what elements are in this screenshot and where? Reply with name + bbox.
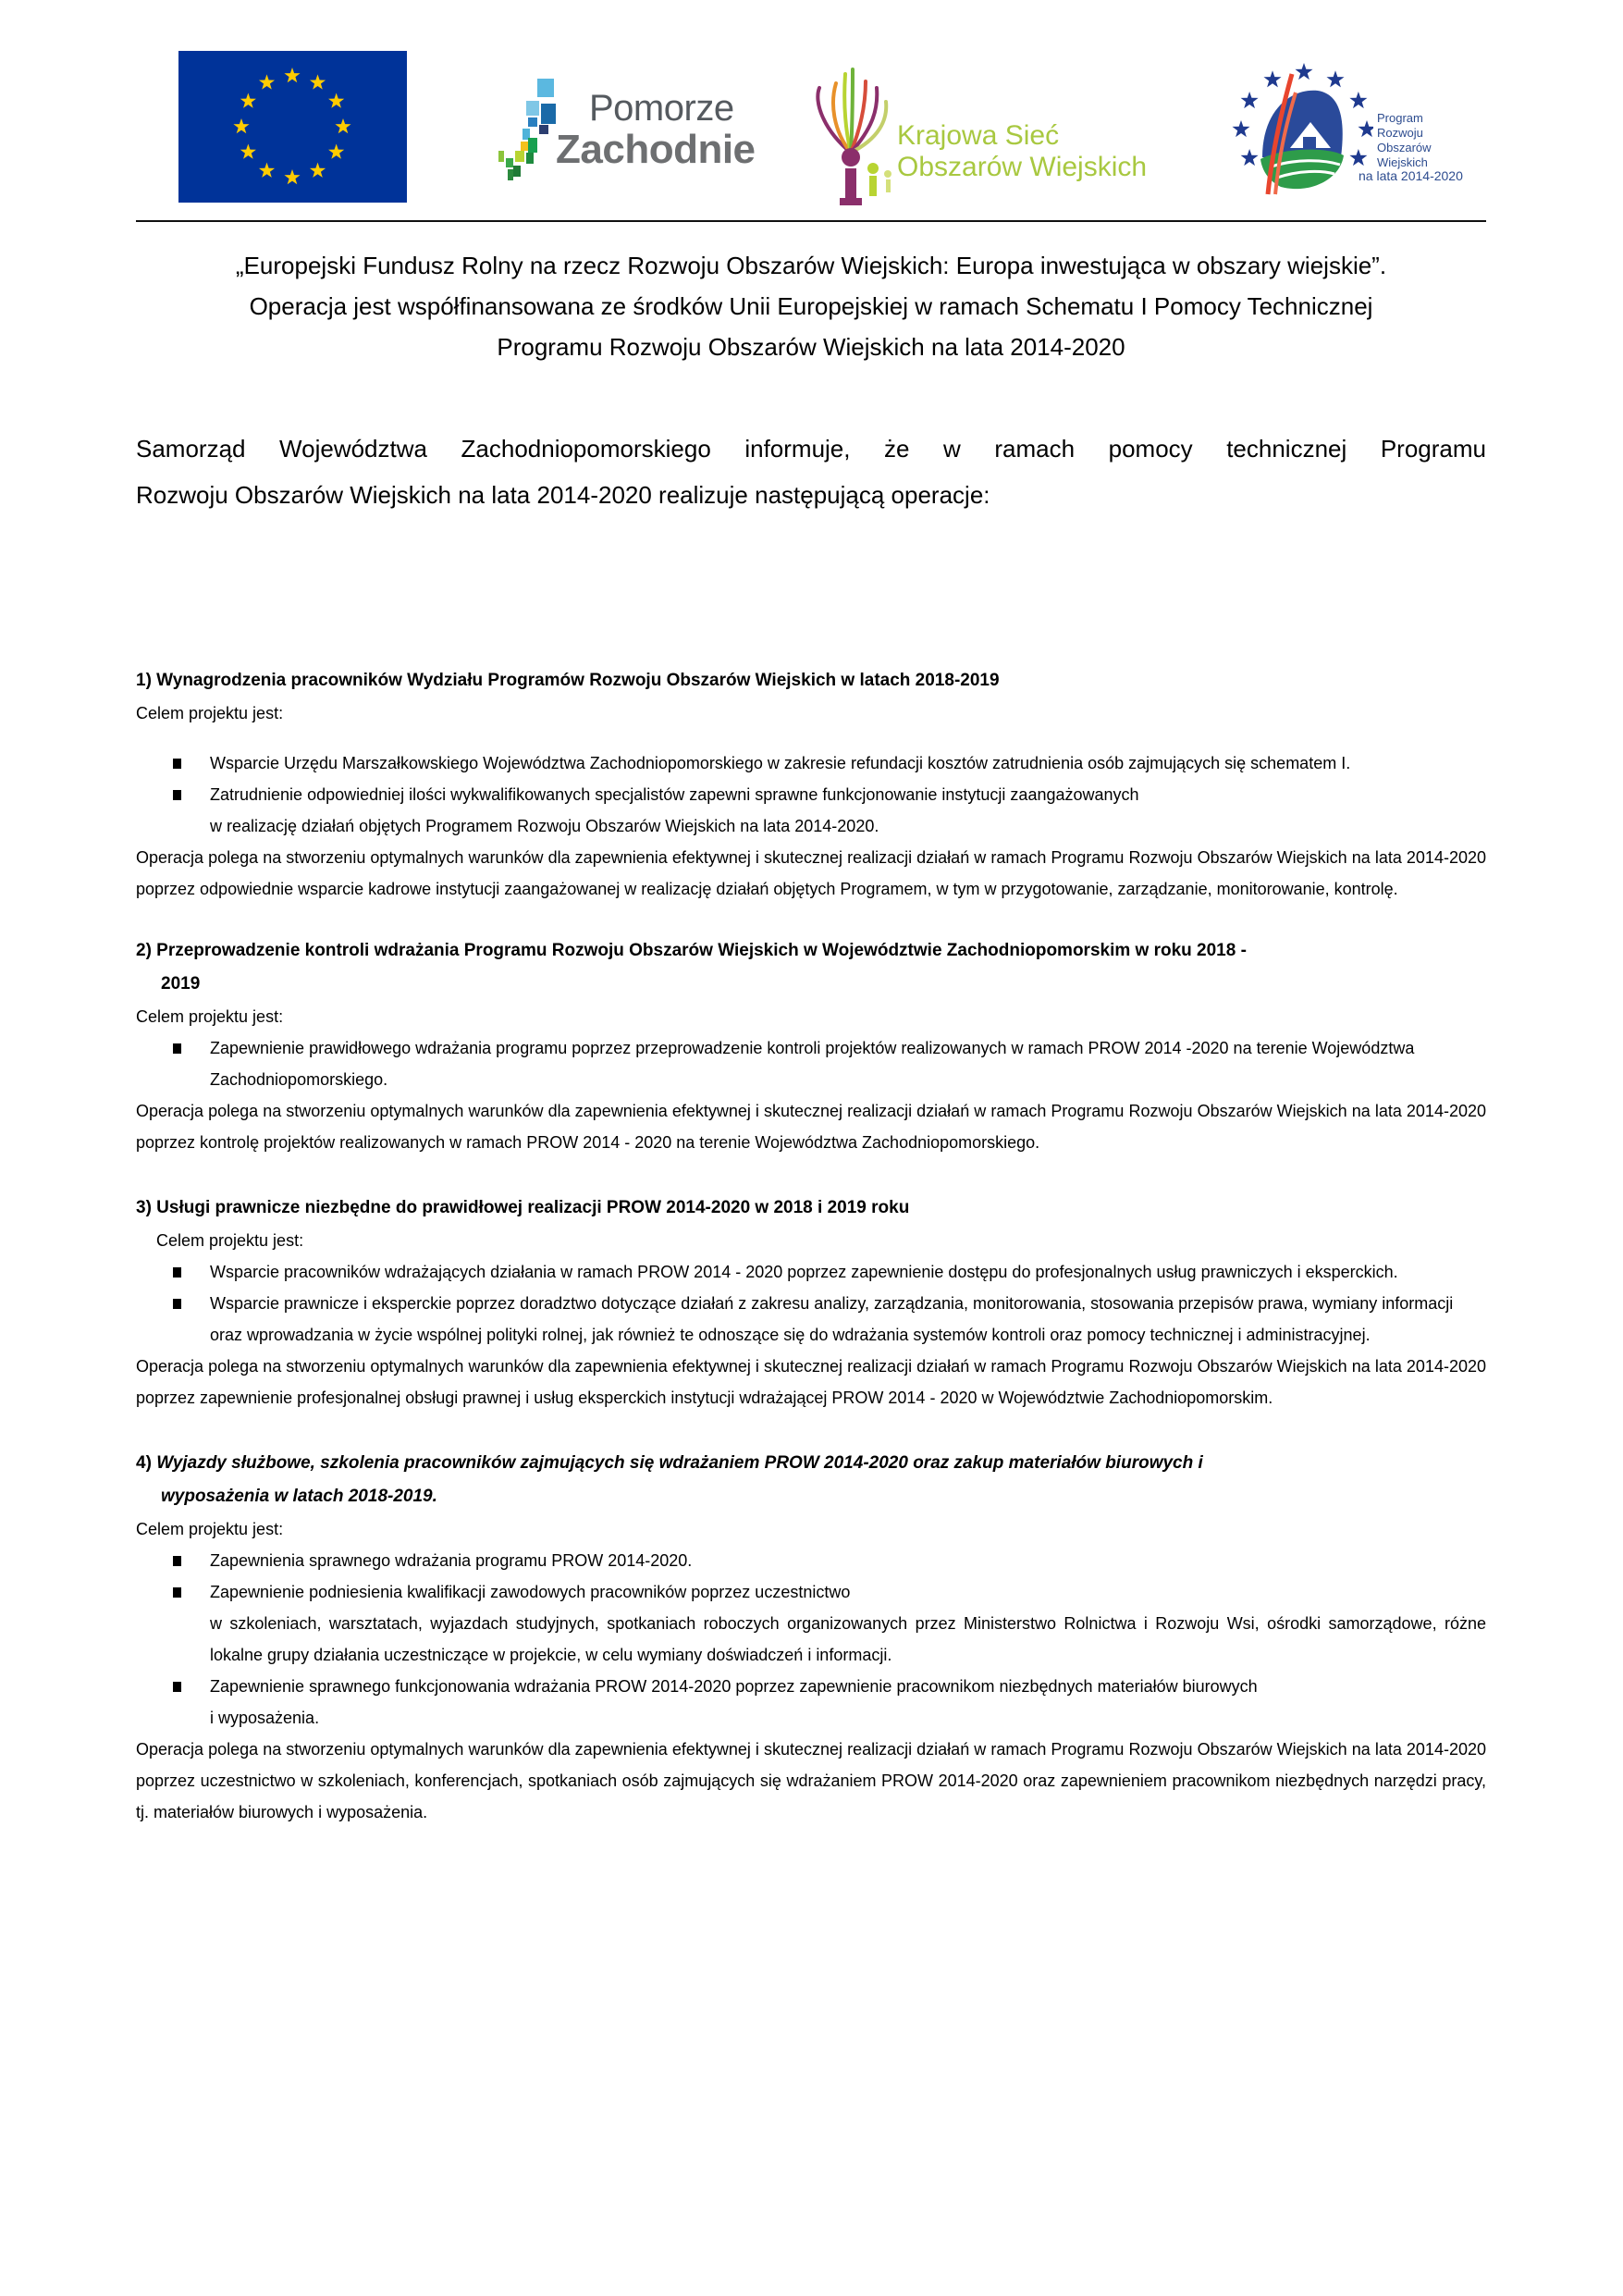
logo-bar <box>0 51 1623 208</box>
square-bullet-icon <box>173 1587 181 1598</box>
intro-paragraph <box>136 426 1486 518</box>
list-item-text: i wyposażenia. <box>210 1709 320 1727</box>
section-title <box>136 934 1486 1001</box>
eu-star-icon <box>259 163 275 178</box>
funding-line-3: Programu Rozwoju Obszarów Wiejskich na lata 2014-2020 <box>497 333 1125 361</box>
section-title: 3) Usługi prawnicze niezbędne do prawidłowej realizacji PROW 2014-2020 w 2018 i 2019 roku <box>136 1198 910 1217</box>
funding-line-2: Operacja jest współfinansowana ze środków Unii Europejskiej w ramach Schematu I Pomocy Technicznej <box>249 292 1373 320</box>
operation-section-2 <box>136 934 1486 1158</box>
section-title: 1) Wynagrodzenia pracowników Wydziału Programów Rozwoju Obszarów Wiejskich w latach 2018-2019 <box>136 671 1000 690</box>
goal-list <box>136 1032 1486 1095</box>
eu-star-icon <box>233 118 249 133</box>
prow-star-icon <box>1263 70 1281 87</box>
list-item <box>136 747 1486 779</box>
list-item-text: Wsparcie prawnicze i eksperckie poprzez doradztwo dotyczące działań z zakresu analizy, zarządzania, monitorowania, stosowania przepisów prawa, wymiany informacji oraz wprowadzania w życie wspólnej polityki rolnej, jak również te odnoszące się do wdrażania systemów kontroli oraz pomocy technicznej i administracyjnej. <box>210 1294 1454 1344</box>
eu-star-icon <box>335 118 350 133</box>
ksow-logo-text <box>897 120 1147 183</box>
prow-star-icon <box>1232 120 1249 137</box>
goal-label: Celem projektu jest: <box>136 1007 284 1026</box>
ksow-logo-line1: Krajowa Sieć <box>897 120 1060 151</box>
eu-star-icon <box>259 74 275 89</box>
operation-section-1 <box>136 664 1486 905</box>
list-item <box>136 1288 1486 1351</box>
prow-logo-line: Obszarów <box>1377 141 1432 154</box>
section-title <box>136 1447 1486 1513</box>
section-description: Operacja polega na stworzeniu optymalnych warunków dla zapewnienia efektywnej i skutecznej realizacji działań w ramach Programu Rozwoju Obszarów Wiejskich na lata 2014-2020 poprzez zapewnienie profesjonalnej obsługi prawnej i usług eksperckich instytucji wdrażającej PROW 2014 - 2020 w Województwie Zachodniopomorskim. <box>136 1357 1486 1407</box>
section-title-line: 2) Przeprowadzenie kontroli wdrażania Programu Rozwoju Obszarów Wiejskich w Województwie Zachodniopomorskim w roku 2018 - <box>136 941 1247 960</box>
prow-logo-years: na lata 2014-2020 <box>1359 168 1463 183</box>
list-item <box>136 1032 1486 1095</box>
square-bullet-icon <box>173 1043 181 1054</box>
section-number: 4) <box>136 1453 157 1473</box>
list-item-text: w realizację działań objętych Programem Rozwoju Obszarów Wiejskich na lata 2014-2020. <box>210 817 879 835</box>
ksow-logo-line2: Obszarów Wiejskich <box>897 152 1148 182</box>
list-item-text: Wsparcie pracowników wdrażających działania w ramach PROW 2014 - 2020 poprzez zapewnienie dostępu do profesjonalnych usług prawniczych i eksperckich. <box>210 1263 1398 1281</box>
goal-list <box>136 1256 1486 1351</box>
section-description: Operacja polega na stworzeniu optymalnych warunków dla zapewnienia efektywnej i skutecznej realizacji działań w ramach Programu Rozwoju Obszarów Wiejskich na lata 2014-2020 poprzez odpowiednie wsparcie kadrowe instytucji zaangażowanej w realizację działań objętych Programem, w tym w przygotowanie, zarządzanie, monitorowanie, kontrolę. <box>136 848 1486 898</box>
prow-star-icon <box>1349 92 1367 108</box>
eu-star-icon <box>328 93 344 108</box>
prow-emblem-icon <box>1225 56 1373 204</box>
section-title-line: 2019 <box>161 974 201 994</box>
header-separator <box>136 220 1486 222</box>
intro-line-2: Rozwoju Obszarów Wiejskich na lata 2014-2020 realizuje następującą operacje: <box>136 481 990 509</box>
funding-line-1: „Europejski Fundusz Rolny na rzecz Rozwoju Obszarów Wiejskich: Europa inwestująca w obszary wiejskie”. <box>235 252 1387 279</box>
prow-star-icon <box>1326 70 1344 87</box>
prow-logo-text <box>1377 111 1432 170</box>
square-bullet-icon <box>173 1682 181 1692</box>
list-item-text: Zapewnienie sprawnego funkcjonowania wdrażania PROW 2014-2020 poprzez zapewnienie pracownikom niezbędnych materiałów biurowych <box>210 1677 1258 1696</box>
section-title-line: wyposażenia w latach 2018-2019. <box>161 1487 437 1506</box>
goal-label: Celem projektu jest: <box>136 704 284 722</box>
eu-star-icon <box>310 163 326 178</box>
prow-logo-line: Wiejskich <box>1377 155 1428 169</box>
list-item <box>136 1545 1486 1576</box>
list-item-text: w szkoleniach, warsztatach, wyjazdach studyjnych, spotkaniach roboczych organizowanych przez Ministerstwo Rolnictwa i Rozwoju Wsi, ośrodki samorządowe, różne lokalne grupy działania uczestniczące w projekcie, w celu wymiany doświadczeń i informacji. <box>210 1614 1486 1664</box>
eu-star-icon <box>240 144 256 159</box>
prow-star-icon <box>1358 120 1373 137</box>
square-bullet-icon <box>173 1556 181 1566</box>
eu-star-icon <box>240 93 256 108</box>
prow-star-icon <box>1349 149 1367 166</box>
intro-line-1: Samorząd Województwa Zachodniopomorskiego informuje, że w ramach pomocy technicznej Programu <box>136 435 1486 463</box>
section-description: Operacja polega na stworzeniu optymalnych warunków dla zapewnienia efektywnej i skutecznej realizacji działań w ramach Programu Rozwoju Obszarów Wiejskich na lata 2014-2020 poprzez kontrolę projektów realizowanych w ramach PROW 2014 - 2020 na terenie Województwa Zachodniopomorskiego. <box>136 1102 1486 1152</box>
list-item-text: Zapewnienie podniesienia kwalifikacji zawodowych pracowników poprzez uczestnictwo <box>210 1583 851 1601</box>
funding-statement <box>136 245 1486 367</box>
list-item <box>136 1576 1486 1671</box>
square-bullet-icon <box>173 790 181 800</box>
ksow-logo <box>805 65 1193 213</box>
ksow-tree-icon <box>805 65 906 213</box>
goal-list <box>136 747 1486 842</box>
eu-star-icon <box>328 144 344 159</box>
list-item <box>136 779 1486 842</box>
prow-logo-line: Rozwoju <box>1377 126 1423 140</box>
prow-star-icon <box>1241 149 1259 166</box>
eu-flag-logo <box>178 51 407 203</box>
operation-section-4 <box>136 1447 1486 1828</box>
list-item-text: Zapewnienie prawidłowego wdrażania programu poprzez przeprowadzenie kontroli projektów realizowanych w ramach PROW 2014 -2020 na terenie Województwa Zachodniopomorskiego. <box>210 1039 1415 1089</box>
eu-stars-icon <box>178 51 407 203</box>
eu-star-icon <box>284 68 300 82</box>
section-title-line: Wyjazdy służbowe, szkolenia pracowników zajmujących się wdrażaniem PROW 2014-2020 oraz zakup materiałów biurowych i <box>156 1453 1203 1473</box>
operation-section-3 <box>136 1191 1486 1413</box>
square-bullet-icon <box>173 1299 181 1309</box>
eu-star-icon <box>284 169 300 184</box>
pomorze-logo-line1: Pomorze <box>589 88 734 129</box>
section-description: Operacja polega na stworzeniu optymalnych warunków dla zapewnienia efektywnej i skutecznej realizacji działań w ramach Programu Rozwoju Obszarów Wiejskich na lata 2014-2020 poprzez uczestnictwo w szkoleniach, konferencjach, spotkaniach osób zajmujących się wdrażaniem PROW 2014-2020 oraz zapewnieniem pracownikom niezbędnych narzędzi pracy, tj. materiałów biurowych i wyposażenia. <box>136 1740 1486 1821</box>
goal-label: Celem projektu jest: <box>136 1520 284 1538</box>
goal-list <box>136 1545 1486 1734</box>
prow-logo-line: Program <box>1377 111 1423 125</box>
goal-label: Celem projektu jest: <box>156 1231 304 1250</box>
square-bullet-icon <box>173 759 181 769</box>
eu-star-icon <box>310 74 326 89</box>
prow-star-icon <box>1241 92 1259 108</box>
list-item-text: Zapewnienia sprawnego wdrażania programu PROW 2014-2020. <box>210 1551 693 1570</box>
prow-star-icon <box>1295 63 1312 80</box>
pomorze-zachodnie-logo <box>486 62 756 182</box>
list-item-text: Wsparcie Urzędu Marszałkowskiego Województwa Zachodniopomorskiego w zakresie refundacji kosztów zatrudnienia osób zajmujących się schematem I. <box>210 754 1351 772</box>
operations-list <box>136 664 1486 1828</box>
prow-logo <box>1225 56 1466 204</box>
list-item <box>136 1256 1486 1288</box>
square-bullet-icon <box>173 1267 181 1278</box>
list-item-text: Zatrudnienie odpowiedniej ilości wykwalifikowanych specjalistów zapewni sprawne funkcjonowanie instytucji zaangażowanych <box>210 785 1139 804</box>
list-item <box>136 1671 1486 1734</box>
pomorze-logo-line2: Zachodnie <box>556 127 756 172</box>
